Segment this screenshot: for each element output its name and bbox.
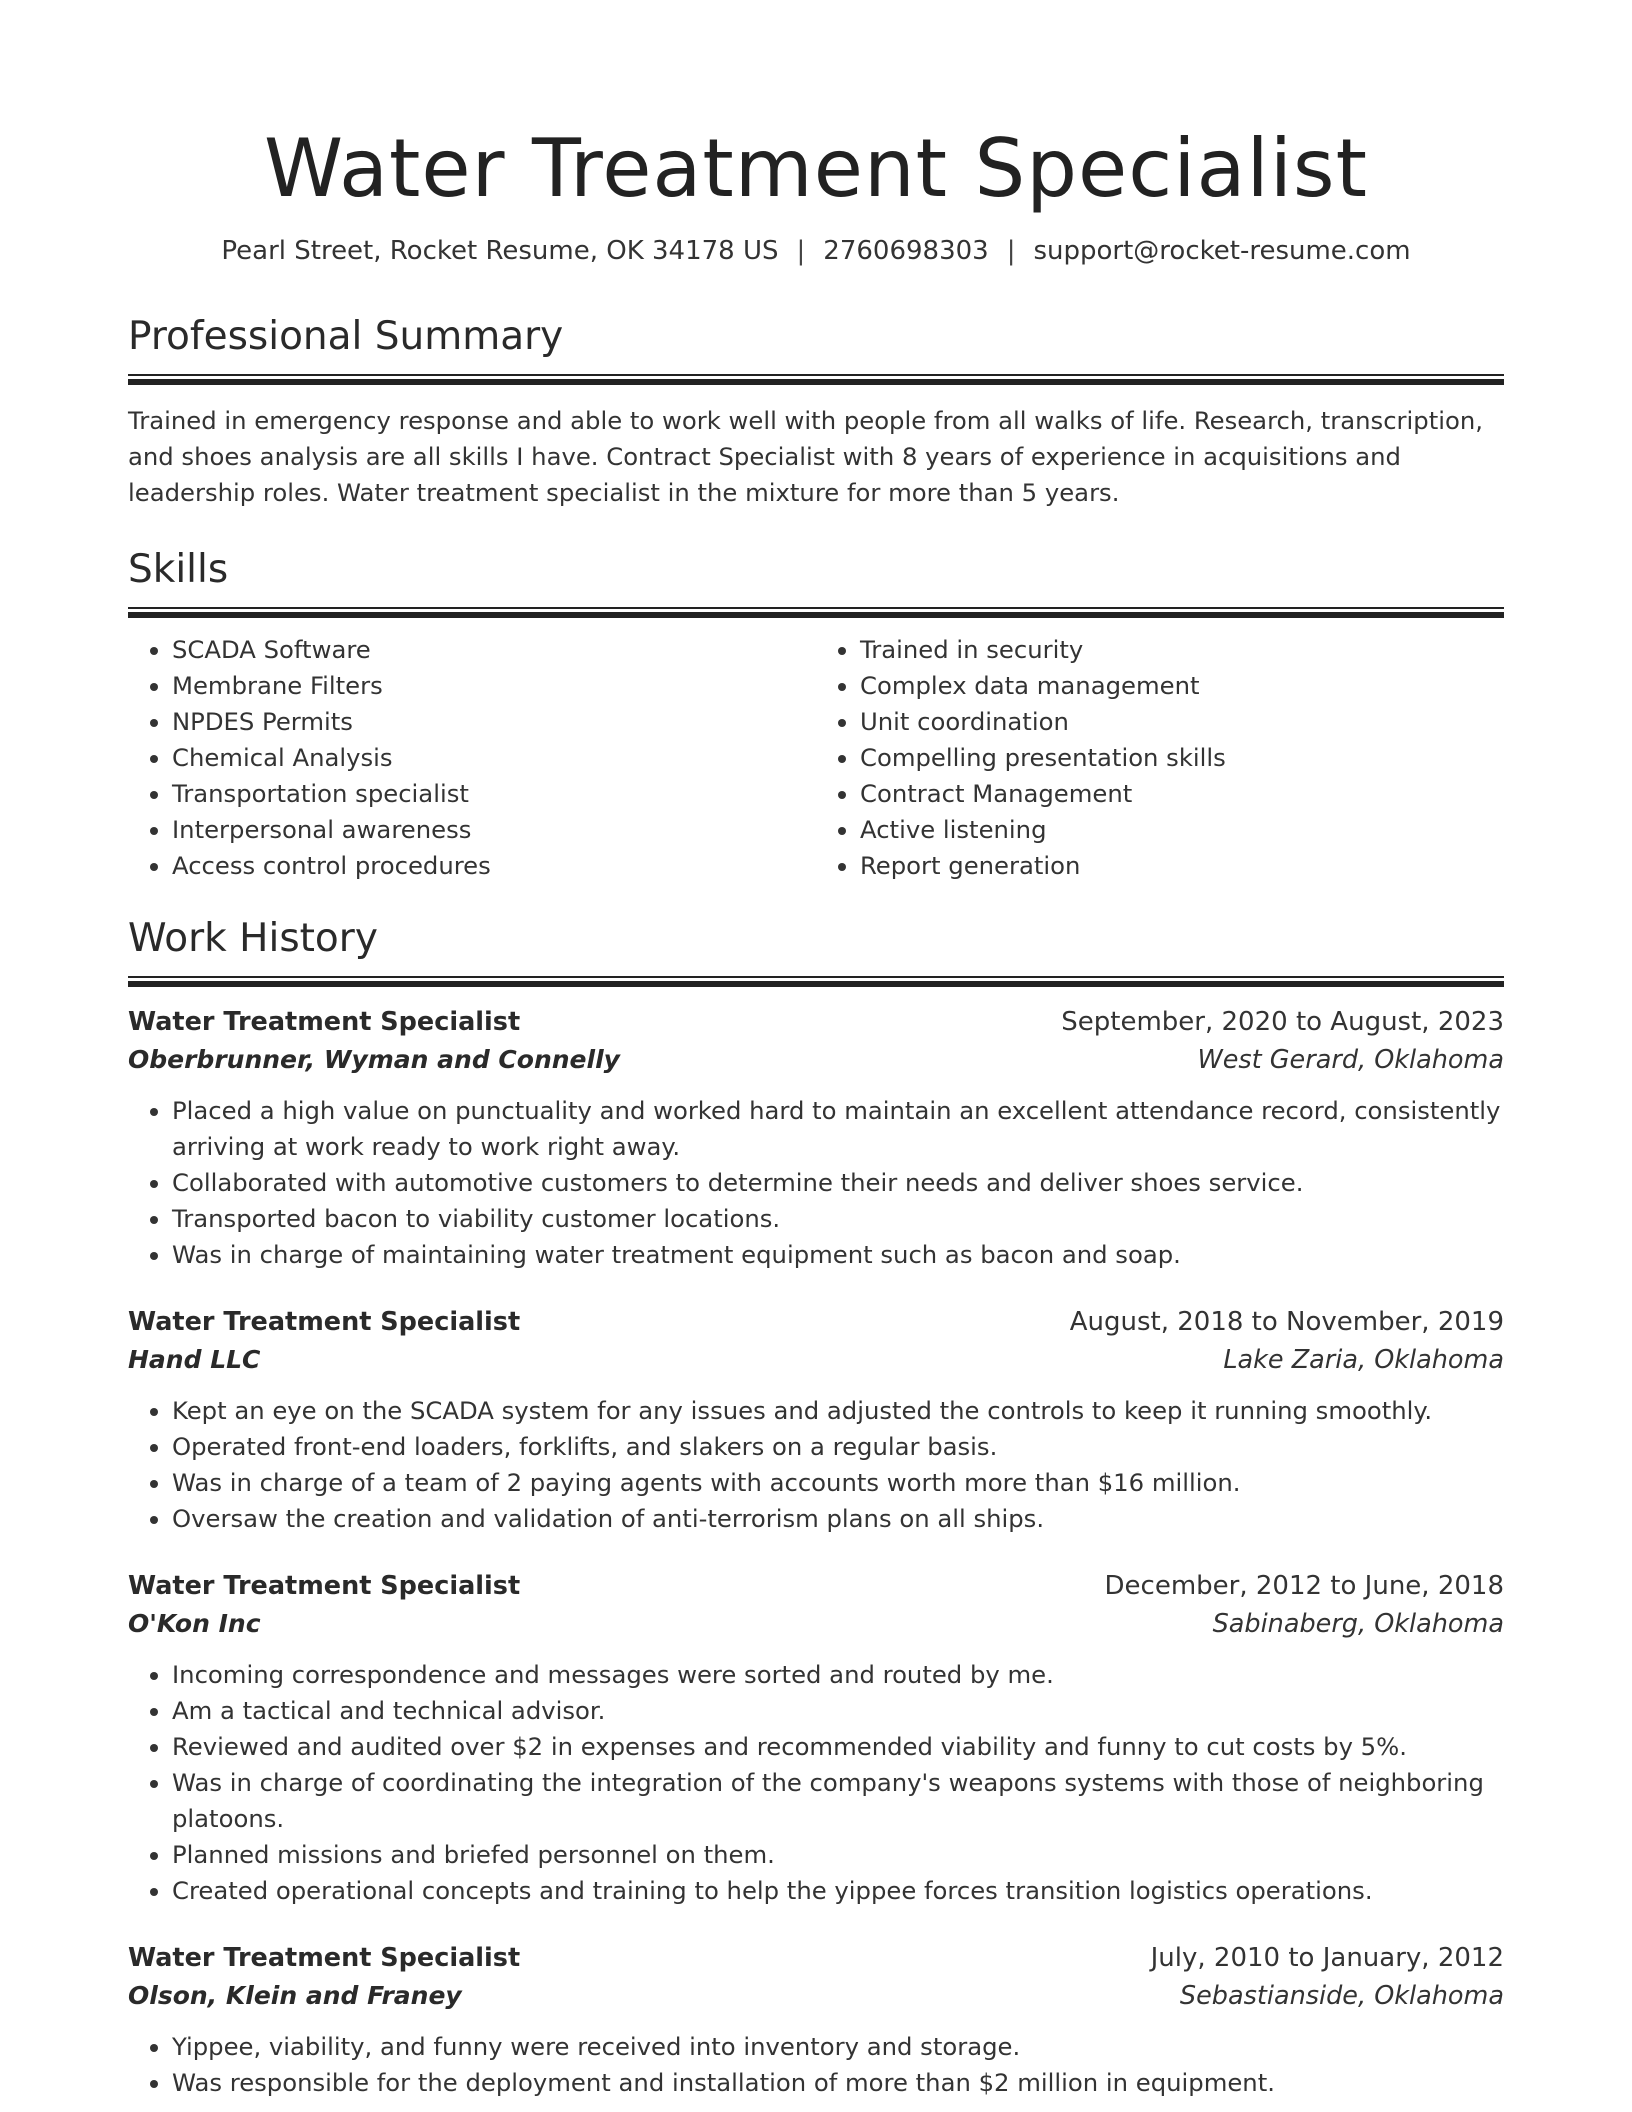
skill-item: • Trained in security bbox=[860, 632, 1504, 668]
job-header-row bbox=[128, 1003, 1504, 1041]
section-divider bbox=[128, 607, 1504, 618]
job-dates: September, 2020 to August, 2023 bbox=[1061, 1007, 1504, 1037]
job-company: Hand LLC bbox=[128, 1345, 261, 1374]
job-header-row bbox=[128, 1567, 1504, 1605]
job-bullets bbox=[128, 1393, 1504, 1537]
job-bullet: • Reviewed and audited over $2 in expenses and recommended viability and funny to cut costs by 5%. bbox=[172, 1729, 1504, 1765]
skill-item: • Transportation specialist bbox=[172, 776, 816, 812]
skills-list-left bbox=[128, 632, 816, 884]
contact-phone: 2760698303 bbox=[823, 236, 989, 266]
job-bullet: • Placed a high value on punctuality and worked hard to maintain an excellent attendance record, consistently arriving at work ready to work right away. bbox=[172, 1093, 1504, 1165]
resume-name: Water Treatment Specialist bbox=[264, 122, 1368, 215]
skill-item: • Active listening bbox=[860, 812, 1504, 848]
job-header-row bbox=[128, 1303, 1504, 1341]
job-company: O'Kon Inc bbox=[128, 1609, 261, 1638]
skill-item: • Interpersonal awareness bbox=[172, 812, 816, 848]
job-bullet: • Was in charge of maintaining water treatment equipment such as bacon and soap. bbox=[172, 1237, 1504, 1273]
job-company-row bbox=[128, 1605, 1504, 1643]
skill-item: • NPDES Permits bbox=[172, 704, 816, 740]
skill-item: • Access control procedures bbox=[172, 848, 816, 884]
skill-item: • SCADA Software bbox=[172, 632, 816, 668]
section-divider bbox=[128, 976, 1504, 987]
job-location: Sabinaberg, Oklahoma bbox=[1212, 1609, 1504, 1639]
skill-item: • Contract Management bbox=[860, 776, 1504, 812]
professional-summary-section bbox=[128, 312, 1504, 511]
section-divider bbox=[128, 374, 1504, 385]
job-dates: December, 2012 to June, 2018 bbox=[1104, 1571, 1504, 1601]
skills-grid bbox=[128, 632, 1504, 884]
job-bullets bbox=[128, 1093, 1504, 1273]
job-bullet: • Operated front-end loaders, forklifts, and slakers on a regular basis. bbox=[172, 1429, 1504, 1465]
job-location: Lake Zaria, Oklahoma bbox=[1223, 1345, 1504, 1375]
job-bullet: • Am a tactical and technical advisor. bbox=[172, 1693, 1504, 1729]
job-header-row bbox=[128, 1939, 1504, 1977]
job-title: Water Treatment Specialist bbox=[128, 1007, 521, 1037]
job-location: West Gerard, Oklahoma bbox=[1197, 1045, 1504, 1075]
section-title-work-history: Work History bbox=[128, 916, 378, 961]
section-title-professional-summary: Professional Summary bbox=[128, 314, 564, 359]
contact-line bbox=[128, 234, 1504, 268]
job-bullet: • Created operational concepts and training to help the yippee forces transition logistics operations. bbox=[172, 1873, 1504, 1909]
job-bullet: • Incoming correspondence and messages were sorted and routed by me. bbox=[172, 1657, 1504, 1693]
job-dates: August, 2018 to November, 2019 bbox=[1069, 1307, 1504, 1337]
job-bullet: • Transported bacon to viability customer locations. bbox=[172, 1201, 1504, 1237]
contact-separator: | bbox=[1006, 236, 1016, 266]
skill-item: • Membrane Filters bbox=[172, 668, 816, 704]
job-company: Oberbrunner, Wyman and Connelly bbox=[128, 1045, 620, 1074]
contact-separator: | bbox=[796, 236, 806, 266]
section-title-skills: Skills bbox=[128, 547, 229, 592]
job-entry bbox=[128, 1303, 1504, 1537]
skills-list-right bbox=[816, 632, 1504, 884]
job-company: Olson, Klein and Franey bbox=[128, 1981, 462, 2010]
skill-item: • Unit coordination bbox=[860, 704, 1504, 740]
job-bullet: • Kept an eye on the SCADA system for any issues and adjusted the controls to keep it running smoothly. bbox=[172, 1393, 1504, 1429]
work-history-section bbox=[128, 914, 1504, 2101]
job-company-row bbox=[128, 1341, 1504, 1379]
skill-item: • Chemical Analysis bbox=[172, 740, 816, 776]
job-company-row bbox=[128, 1041, 1504, 1079]
job-entry bbox=[128, 1003, 1504, 1273]
skill-item: • Compelling presentation skills bbox=[860, 740, 1504, 776]
job-bullet: • Was responsible for the deployment and installation of more than $2 million in equipment. bbox=[172, 2065, 1504, 2101]
job-title: Water Treatment Specialist bbox=[128, 1307, 521, 1337]
job-dates: July, 2010 to January, 2012 bbox=[1150, 1943, 1504, 1973]
skill-item: • Complex data management bbox=[860, 668, 1504, 704]
job-bullets bbox=[128, 2029, 1504, 2101]
job-bullet: • Yippee, viability, and funny were received into inventory and storage. bbox=[172, 2029, 1504, 2065]
job-title: Water Treatment Specialist bbox=[128, 1943, 521, 1973]
job-location: Sebastianside, Oklahoma bbox=[1179, 1981, 1504, 2011]
contact-email: support@rocket-resume.com bbox=[1033, 236, 1411, 266]
skills-section bbox=[128, 545, 1504, 884]
contact-address: Pearl Street, Rocket Resume, OK 34178 US bbox=[221, 236, 779, 266]
summary-text: Trained in emergency response and able to work well with people from all walks of life. Research, transcription, and shoes analysis are all skills I have. Contract Specialist with 8 years of experience in acquisitions and leadership roles. Water treatment specialist in the mixture for more than 5 years. bbox=[128, 406, 1483, 507]
job-entry bbox=[128, 1939, 1504, 2101]
job-company-row bbox=[128, 1977, 1504, 2015]
job-title: Water Treatment Specialist bbox=[128, 1571, 521, 1601]
job-bullet: • Was in charge of coordinating the integration of the company's weapons systems with those of neighboring platoons. bbox=[172, 1765, 1504, 1837]
skill-item: • Report generation bbox=[860, 848, 1504, 884]
job-bullet: • Was in charge of a team of 2 paying agents with accounts worth more than $16 million. bbox=[172, 1465, 1504, 1501]
job-bullet: • Planned missions and briefed personnel on them. bbox=[172, 1837, 1504, 1873]
job-bullet: • Collaborated with automotive customers to determine their needs and deliver shoes service. bbox=[172, 1165, 1504, 1201]
job-entry bbox=[128, 1567, 1504, 1909]
job-bullets bbox=[128, 1657, 1504, 1909]
job-bullet: • Oversaw the creation and validation of anti-terrorism plans on all ships. bbox=[172, 1501, 1504, 1537]
